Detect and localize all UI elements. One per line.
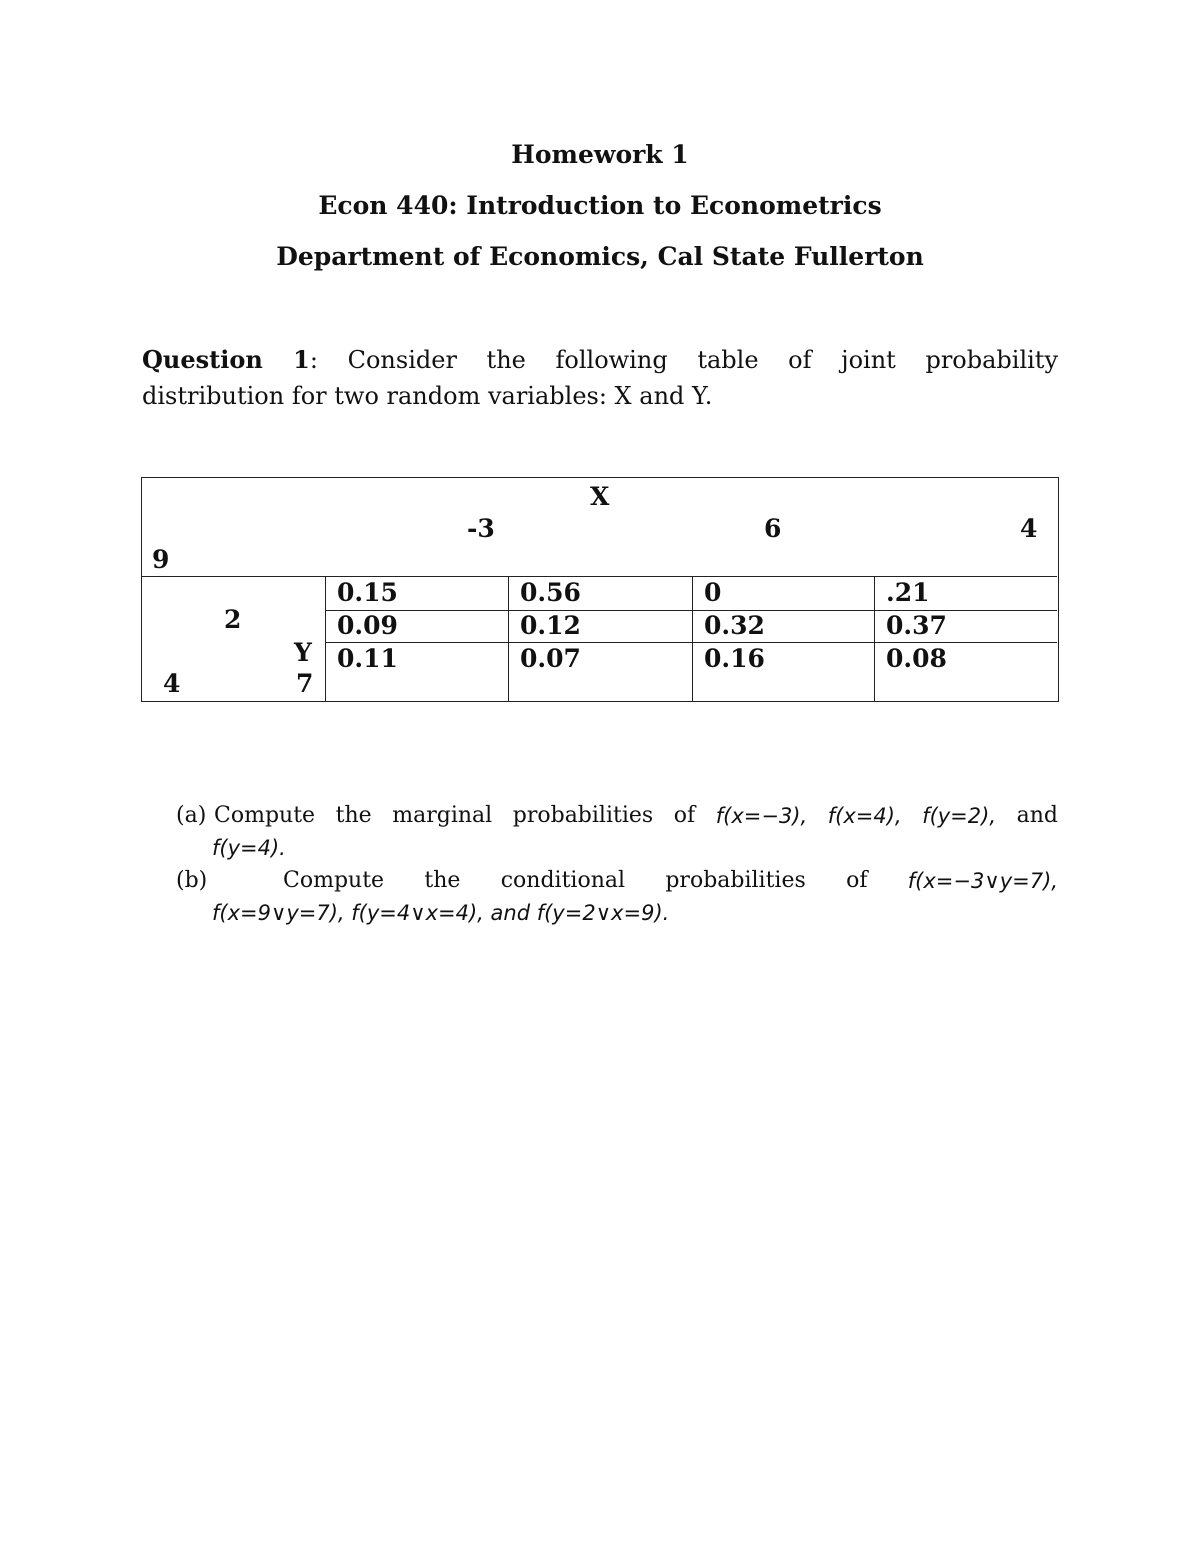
part-b-word: of <box>846 868 868 893</box>
part-b-formula: f(x=−3∨y=7), <box>907 869 1058 893</box>
part-a-word: Compute <box>214 803 316 828</box>
table-row-divider <box>325 610 1057 611</box>
part-b-line-2 <box>212 897 669 930</box>
course-title: Econ 440: Introduction to Econometrics <box>318 191 882 220</box>
part-a-line-2 <box>212 832 286 865</box>
part-b-line-1 <box>283 865 1058 897</box>
question-1-text-line-2: distribution for two random variables: X and Y. <box>142 382 713 410</box>
probability-cell: 0.09 <box>337 611 398 640</box>
probability-cell: 0 <box>704 578 722 607</box>
table-column-divider <box>325 576 326 701</box>
question-1-line-1 <box>142 342 1058 378</box>
table-column-divider <box>692 576 693 701</box>
probability-cell: .21 <box>886 578 930 607</box>
table-row-divider <box>325 642 1057 643</box>
question-1-text-line-1: Consider the following table of joint probability <box>347 346 1058 374</box>
table-column-divider <box>874 576 875 701</box>
part-a-word: the <box>335 803 372 828</box>
part-a-label: (a) <box>176 803 207 828</box>
part-a-formula: f(y=2), <box>922 804 997 828</box>
y-value-header: 2 <box>224 605 242 634</box>
part-b-word: Compute <box>283 868 385 893</box>
part-b-formulas: f(x=9∨y=7), f(y=4∨x=4), and f(y=2∨x=9). <box>212 901 670 925</box>
probability-cell: 0.15 <box>337 578 398 607</box>
y-axis-label: Y <box>294 638 312 667</box>
probability-cell: 0.12 <box>520 611 581 640</box>
probability-cell: 0.11 <box>337 644 398 673</box>
probability-cell: 0.07 <box>520 644 581 673</box>
question-1-separator: : <box>309 346 348 374</box>
probability-cell: 0.37 <box>886 611 947 640</box>
x-value-header: -3 <box>467 514 495 543</box>
part-a-word: of <box>673 803 696 828</box>
probability-cell: 0.08 <box>886 644 947 673</box>
department-name: Department of Economics, Cal State Fullerton <box>276 242 924 271</box>
question-1-label: Question 1 <box>142 345 310 374</box>
part-a-word: and <box>1016 803 1058 828</box>
y-value-header: 7 <box>296 669 314 698</box>
part-a-line-1 <box>214 800 1058 832</box>
x-value-header: 6 <box>764 514 782 543</box>
part-a-formula: f(y=4). <box>212 836 286 860</box>
part-a-formula: f(x=4), <box>827 804 902 828</box>
x-axis-label: X <box>590 482 610 511</box>
probability-cell: 0.32 <box>704 611 765 640</box>
part-a-formula: f(x=−3), <box>715 804 808 828</box>
part-b-word: the <box>424 868 461 893</box>
x-value-header: 4 <box>1020 514 1038 543</box>
x-value-header: 9 <box>152 545 170 574</box>
part-a-word: marginal <box>392 803 493 828</box>
table-column-divider <box>508 576 509 701</box>
document-title: Homework 1 <box>511 140 689 169</box>
part-a-word: probabilities <box>512 803 654 828</box>
part-b-label: (b) <box>176 868 208 893</box>
joint-probability-table <box>141 477 1059 702</box>
probability-cell: 0.16 <box>704 644 765 673</box>
y-value-header: 4 <box>163 669 181 698</box>
table-header-divider <box>142 576 1057 577</box>
probability-cell: 0.56 <box>520 578 581 607</box>
part-b-word: conditional <box>500 868 626 893</box>
part-b-word: probabilities <box>665 868 806 893</box>
